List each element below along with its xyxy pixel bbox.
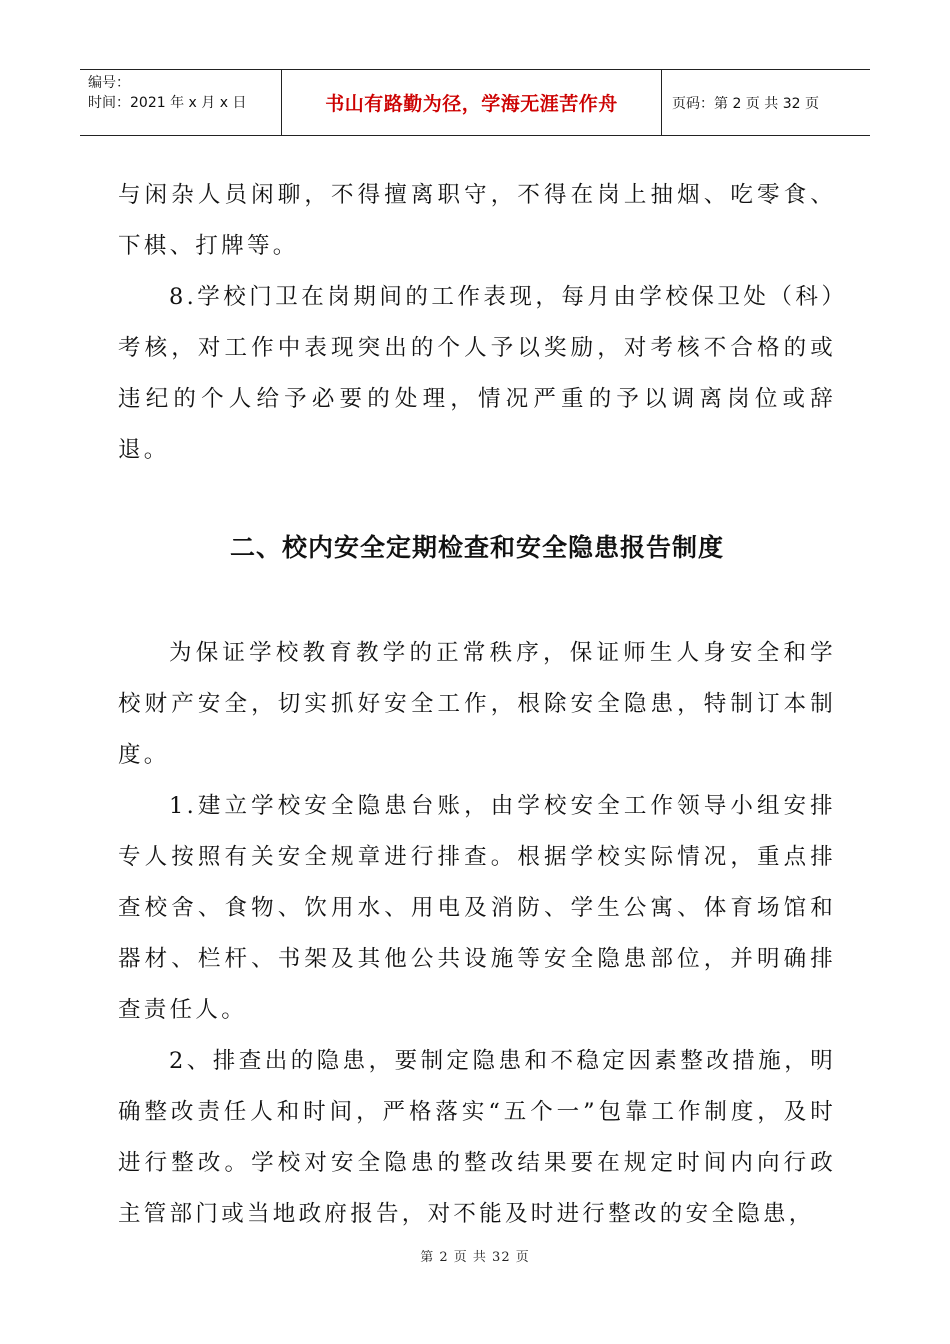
document-number-label: 编号：: [88, 75, 130, 91]
paragraph-5: 2、排查出的隐患，要制定隐患和不稳定因素整改措施，明确整改责任人和时间，严格落实“五个一”包靠工作制度，及时进行整改。学校对安全隐患的整改结果要在规定时间内向行政主管部门或当地政府报告，对不能及时进行整改的安全隐患，: [118, 1048, 836, 1227]
header-page-info: 页码：第 2 页 共 32 页: [672, 95, 819, 112]
page-footer: 第 2 页 共 32 页: [420, 1250, 530, 1265]
header-motto: 书山有路勤为径，学海无涯苦作舟: [282, 70, 662, 135]
spacer: [118, 476, 836, 528]
paragraph-1: 与闲杂人员闲聊，不得擅离职守，不得在岗上抽烟、吃零食、下棋、打牌等。: [118, 182, 836, 259]
spacer: [118, 564, 836, 628]
paragraph-4: 1.建立学校安全隐患台账，由学校安全工作领导小组安排专人按照有关安全规章进行排查。根据学校实际情况，重点排查校舍、食物、饮用水、用电及消防、学生公寓、体育场馆和器材、栏杆、书架及其他公共设施等安全隐患部位，并明确排查责任人。: [118, 793, 836, 1023]
document-body: [118, 170, 836, 1240]
section-title: 二、校内安全定期检查和安全隐患报告制度: [229, 533, 724, 562]
paragraph-2: 8.学校门卫在岗期间的工作表现，每月由学校保卫处（科）考核，对工作中表现突出的个人予以奖励，对考核不合格的或违纪的个人给予必要的处理，情况严重的予以调离岗位或辞退。: [118, 284, 836, 463]
document-date: 时间：2021 年 x 月 x 日: [88, 95, 247, 111]
header-meta-cell: [80, 70, 282, 135]
paragraph-3: 为保证学校教育教学的正常秩序，保证师生人身安全和学校财产安全，切实抓好安全工作，根除安全隐患，特制订本制度。: [118, 640, 836, 768]
document-header: [80, 69, 870, 136]
